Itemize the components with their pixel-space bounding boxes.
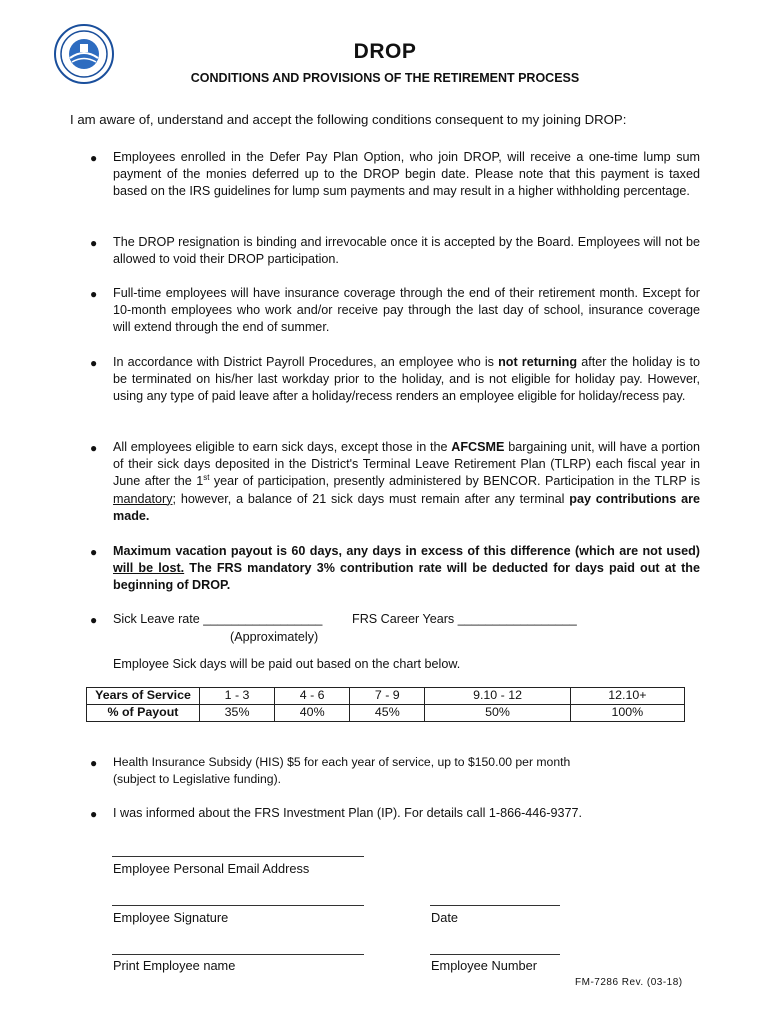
bullet-icon: ● [90, 807, 98, 821]
table-row [87, 688, 685, 705]
signature-label: Employee Signature [113, 910, 229, 925]
chart-note: Employee Sick days will be paid out based on the chart below. [113, 657, 461, 671]
print-name-line[interactable] [112, 954, 364, 955]
bullet-icon: ● [90, 151, 98, 165]
bullet-icon: ● [90, 441, 98, 455]
bullet-icon: ● [90, 236, 98, 250]
bullet-icon: ● [90, 287, 98, 301]
condition-his-subsidy: Health Insurance Subsidy (HIS) $5 for each year of service, up to $150.00 per month (subject to Legislative funding). [113, 755, 571, 787]
condition-insurance: Full-time employees will have insurance coverage through the end of their retirement month. Except for 10-month employees who work and/or receive pay through the last day of school, insurance coverage will extend through the end of summer. [113, 286, 700, 335]
sick-leave-rate-field[interactable]: Sick Leave rate _________________ [113, 612, 323, 626]
sick-days-payout-table [86, 687, 685, 722]
table-row [87, 705, 685, 722]
table-header-payout: % of Payout [87, 705, 200, 722]
form-number: FM-7286 Rev. (03-18) [575, 977, 683, 988]
bullet-icon: ● [90, 545, 98, 559]
frs-career-years-field[interactable]: FRS Career Years _________________ [352, 612, 577, 626]
condition-deferred-pay: Employees enrolled in the Defer Pay Plan Option, who join DROP, will receive a one-time lump sum payment of the monies deferred up to the DROP begin date. Please note that this payment is taxed based on the IRS guidelines for lump sum payments and may result in a higher withholding percentage. [113, 150, 700, 199]
document-subtitle: CONDITIONS AND PROVISIONS OF THE RETIREMENT PROCESS [190, 71, 580, 85]
table-cell: 9.10 - 12 [425, 688, 570, 705]
employee-number-line[interactable] [430, 954, 560, 955]
table-cell: 45% [350, 705, 425, 722]
table-cell: 7 - 9 [350, 688, 425, 705]
employee-number-label: Employee Number [431, 958, 537, 973]
table-cell: 50% [425, 705, 570, 722]
table-cell: 40% [275, 705, 350, 722]
condition-resignation: The DROP resignation is binding and irrevocable once it is accepted by the Board. Employees will not be allowed to void their DROP participation. [113, 235, 700, 267]
signature-line[interactable] [112, 905, 364, 906]
bullet-icon: ● [90, 613, 98, 627]
bullet-icon: ● [90, 756, 98, 770]
condition-investment-plan: I was informed about the FRS Investment Plan (IP). For details call 1-866-446-9377. [113, 806, 582, 820]
table-cell: 35% [200, 705, 275, 722]
bullet-icon: ● [90, 356, 98, 370]
document-title: DROP [353, 40, 417, 63]
table-cell: 12.10+ [570, 688, 684, 705]
email-signature-line[interactable] [112, 856, 364, 857]
table-cell: 100% [570, 705, 684, 722]
date-line[interactable] [430, 905, 560, 906]
date-label: Date [431, 910, 459, 925]
intro-statement: I am aware of, understand and accept the following conditions consequent to my joining DROP: [70, 112, 627, 127]
table-cell: 1 - 3 [200, 688, 275, 705]
approximately-note: (Approximately) [230, 630, 319, 644]
condition-sick-days: All employees eligible to earn sick days, except those in the AFCSME bargaining unit, will have a portion of their sick days deposited in the District's Terminal Leave Retirement Plan (TLRP) each fiscal year in June after the 1st year of participation, presently administered by BENCOR. Participation in the TLRP is mandatory; however, a balance of 21 sick days must remain after any terminal pay contributions are made. [113, 440, 700, 523]
email-label: Employee Personal Email Address [113, 861, 310, 876]
condition-holiday-pay: In accordance with District Payroll Procedures, an employee who is not returning after the holiday is to be terminated on his/her last workday prior to the holiday, and is not eligible for holiday pay. However, using any type of paid leave after a holiday/recess renders an employee eligible for holiday/recess pay. [113, 355, 700, 404]
table-cell: 4 - 6 [275, 688, 350, 705]
condition-vacation-payout: Maximum vacation payout is 60 days, any days in excess of this difference (which are not used) will be lost. The FRS mandatory 3% contribution rate will be deducted for days paid out at the beginning of DROP. [113, 544, 700, 593]
print-name-label: Print Employee name [113, 958, 236, 973]
table-header-years: Years of Service [87, 688, 200, 705]
